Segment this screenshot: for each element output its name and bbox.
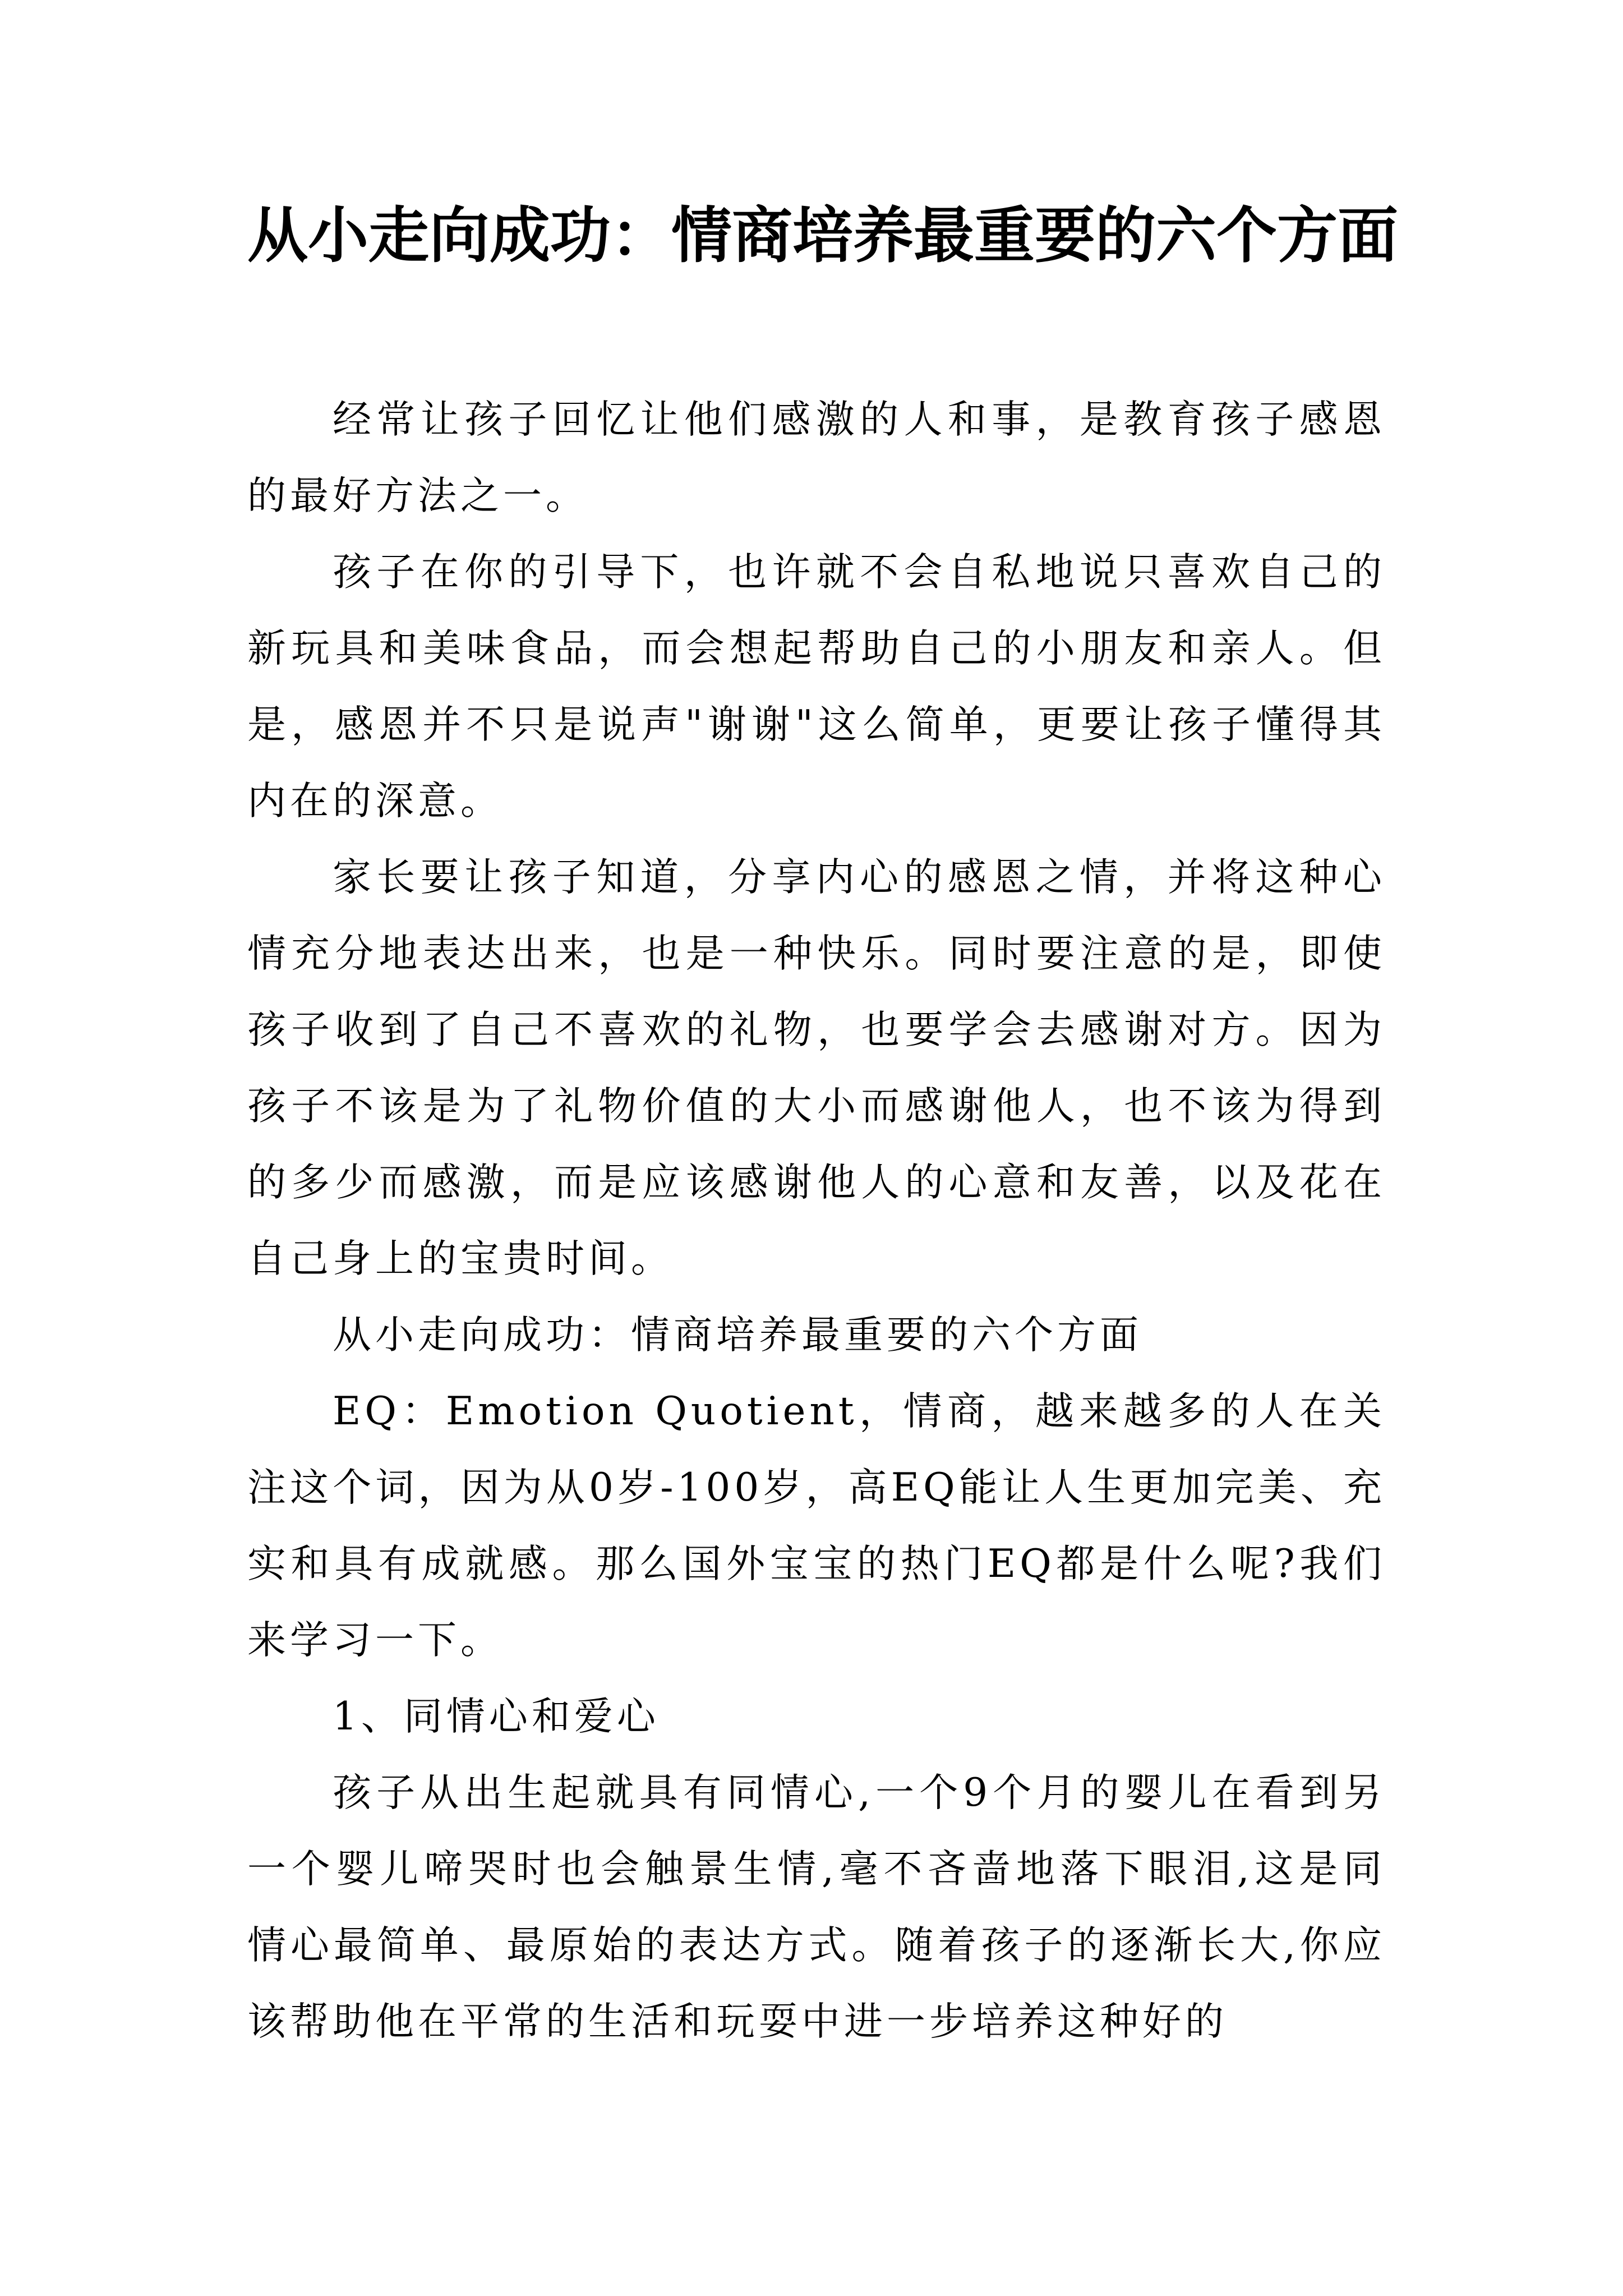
document-title: 从小走向成功：情商培养最重要的六个方面	[247, 200, 1399, 271]
section-heading: 从小走向成功：情商培养最重要的六个方面	[333, 1313, 1142, 1358]
section-heading: 1、同情心和爱心	[333, 1694, 660, 1739]
paragraph: 经常让孩子回忆让他们感激的人和事，是教育孩子感恩的最好方法之一。	[247, 397, 1386, 518]
paragraph: 家长要让孩子知道，分享内心的感恩之情，并将这种心情充分地表达出来，也是一种快乐。同时要注意的是，即使孩子收到了自己不喜欢的礼物，也要学会去感谢对方。因为孩子不该是为了礼物价值的大小而感谢他人，也不该为得到的多少而感激，而是应该感谢他人的心意和友善，以及花在自己身上的宝贵时间。	[247, 855, 1386, 1281]
document-body	[247, 381, 1386, 2060]
paragraph: 孩子在你的引导下，也许就不会自私地说只喜欢自己的新玩具和美味食品，而会想起帮助自己的小朋友和亲人。但是，感恩并不只是说声"谢谢"这么简单，更要让孩子懂得其内在的深意。	[247, 550, 1386, 823]
paragraph: 孩子从出生起就具有同情心,一个9个月的婴儿在看到另一个婴儿啼哭时也会触景生情,毫不吝啬地落下眼泪,这是同情心最简单、最原始的表达方式。随着孩子的逐渐长大,你应该帮助他在平常的生活和玩耍中进一步培养这种好的	[247, 1770, 1386, 2044]
paragraph: EQ：Emotion Quotient，情商，越来越多的人在关注这个词，因为从0岁-100岁，高EQ能让人生更加完美、充实和具有成就感。那么国外宝宝的热门EQ都是什么呢?我们来学习一下。	[247, 1389, 1386, 1663]
